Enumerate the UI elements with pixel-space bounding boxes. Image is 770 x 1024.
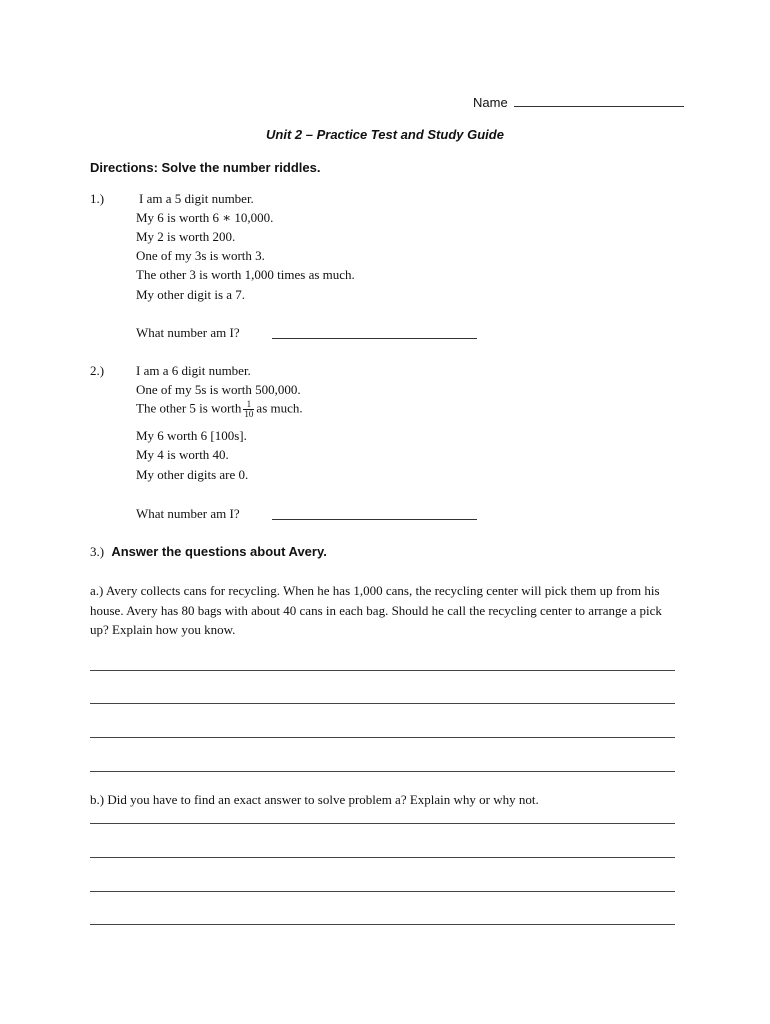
- name-label: Name: [473, 95, 508, 110]
- riddle-2-line3-after: as much.: [256, 400, 303, 416]
- section-3-number: 3.): [90, 544, 105, 559]
- answer-line[interactable]: [90, 737, 675, 738]
- answer-line[interactable]: [90, 703, 675, 704]
- riddle-1-line: My other digit is a 7.: [136, 287, 246, 302]
- riddle-1-line: My 2 is worth 200.: [136, 229, 236, 244]
- riddle-2-line3-before: The other 5 is worth: [136, 400, 242, 416]
- riddle-1-answer-blank[interactable]: [272, 327, 477, 339]
- name-field[interactable]: [473, 95, 684, 110]
- name-blank[interactable]: [514, 95, 684, 107]
- answer-line[interactable]: [90, 924, 675, 925]
- answer-line[interactable]: [90, 771, 675, 772]
- riddle-2-line: My other digits are 0.: [136, 467, 249, 482]
- riddle-2-line: My 6 worth 6 [100s].: [136, 428, 247, 443]
- section-3-title: Answer the questions about Avery.: [111, 544, 327, 559]
- riddle-2-line: I am a 6 digit number.: [136, 363, 251, 378]
- page-title: Unit 2 – Practice Test and Study Guide: [266, 127, 504, 142]
- answer-line[interactable]: [90, 670, 675, 671]
- riddle-1-line: I am a 5 digit number.: [139, 191, 254, 206]
- fraction-numerator: 1: [243, 400, 254, 410]
- part-b-question: b.) Did you have to find an exact answer to solve problem a? Explain why or why not.: [90, 792, 539, 807]
- fraction: [243, 400, 254, 419]
- riddle-2-line: One of my 5s is worth 500,000.: [136, 382, 301, 397]
- answer-line[interactable]: [90, 891, 675, 892]
- riddle-2-number: 2.): [90, 363, 105, 378]
- riddle-2-answer-blank[interactable]: [272, 508, 477, 520]
- part-a-question: a.) Avery collects cans for recycling. When he has 1,000 cans, the recycling center will pick them up from his house. Avery has 80 bags with about 40 cans in each bag. Should he call the recycling center to arrange a pick up? Explain how you know.: [90, 583, 662, 637]
- fraction-denominator: 10: [244, 409, 254, 419]
- riddle-2-line-fraction: [136, 400, 303, 419]
- riddle-2-question: What number am I?: [136, 506, 240, 521]
- riddle-1-line: My 6 is worth 6 ∗ 10,000.: [136, 210, 274, 225]
- answer-line[interactable]: [90, 823, 675, 824]
- directions: Directions: Solve the number riddles.: [90, 160, 321, 175]
- riddle-2-line: My 4 is worth 40.: [136, 447, 229, 462]
- riddle-1-line: The other 3 is worth 1,000 times as much.: [136, 267, 355, 282]
- riddle-1-question: What number am I?: [136, 325, 240, 340]
- section-3-heading: [90, 544, 327, 560]
- riddle-1-number: 1.): [90, 191, 105, 206]
- riddle-1-line: One of my 3s is worth 3.: [136, 248, 265, 263]
- answer-line[interactable]: [90, 857, 675, 858]
